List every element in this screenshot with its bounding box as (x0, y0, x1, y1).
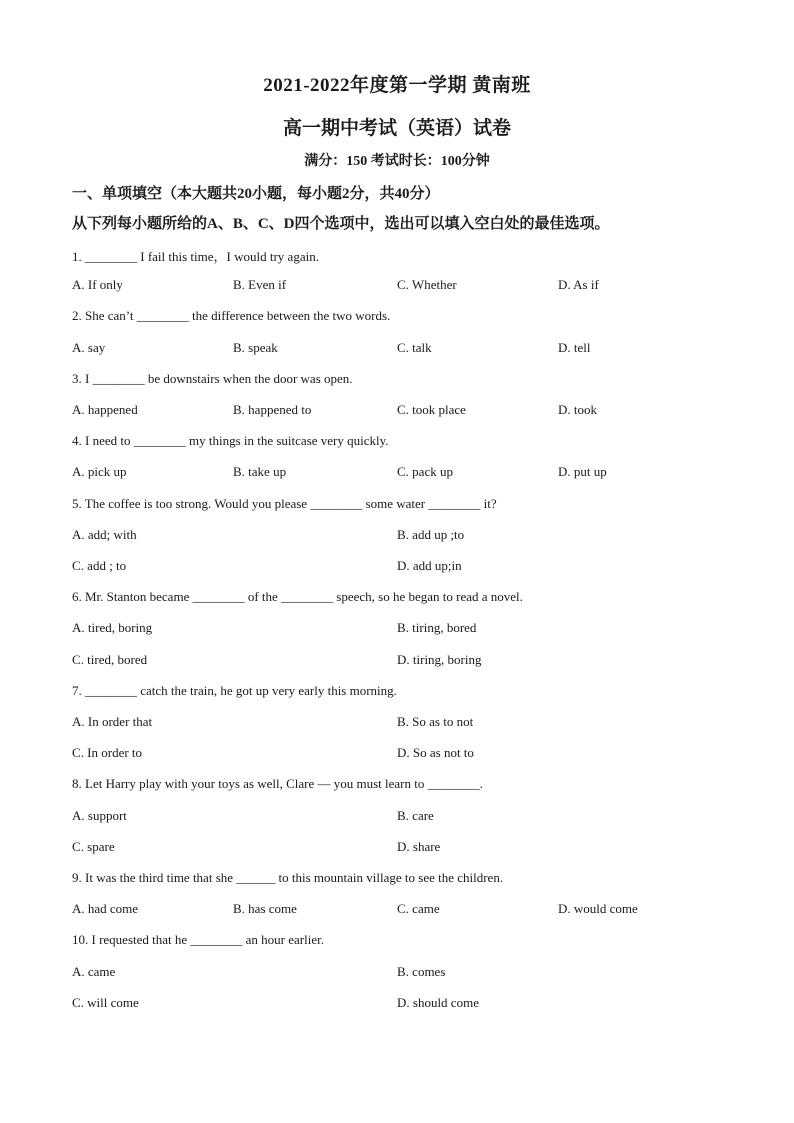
question-2-option-b[interactable]: B. speak (233, 340, 278, 355)
question-1: 1. ________ I fail this time，I would try again. (72, 249, 319, 264)
question-6-option-b[interactable]: B. tiring, bored (397, 620, 477, 635)
question-2: 2. She can’t ________ the difference between the two words. (72, 308, 391, 323)
question-3: 3. I ________ be downstairs when the door was open. (72, 371, 353, 386)
question-8-option-a[interactable]: A. support (72, 808, 127, 823)
exam-title-line1: 2021-2022年度第一学期 黄南班 (263, 75, 531, 96)
question-8: 8. Let Harry play with your toys as well, Clare — you must learn to ________. (72, 776, 483, 791)
question-9-option-b[interactable]: B. has come (233, 901, 297, 916)
section-instruction: 从下列每小题所给的A、B、C、D四个选项中，选出可以填入空白处的最佳选项。 (72, 216, 610, 232)
question-10: 10. I requested that he ________ an hour earlier. (72, 932, 324, 947)
question-7-option-d[interactable]: D. So as not to (397, 745, 474, 760)
question-3-option-a[interactable]: A. happened (72, 402, 138, 417)
question-8-option-d[interactable]: D. share (397, 839, 441, 854)
question-5-option-a[interactable]: A. add; with (72, 527, 137, 542)
section-heading: 一、单项填空（本大题共20小题，每小题2分，共40分） (72, 186, 440, 202)
question-9: 9. It was the third time that she ______ to this mountain village to see the children. (72, 870, 504, 885)
question-5-option-c[interactable]: C. add ; to (72, 558, 127, 573)
question-5-option-d[interactable]: D. add up;in (397, 558, 462, 573)
question-1-option-b[interactable]: B. Even if (233, 277, 287, 292)
question-10-option-d[interactable]: D. should come (397, 995, 479, 1010)
question-9-option-a[interactable]: A. had come (72, 901, 139, 916)
question-10-option-a[interactable]: A. came (72, 964, 116, 979)
question-6-option-c[interactable]: C. tired, bored (72, 652, 148, 667)
question-3-option-d[interactable]: D. took (558, 402, 597, 417)
question-4-option-b[interactable]: B. take up (233, 464, 287, 479)
question-3-option-b[interactable]: B. happened to (233, 402, 312, 417)
question-8-option-c[interactable]: C. spare (72, 839, 115, 854)
question-8-option-b[interactable]: B. care (397, 808, 434, 823)
question-1-option-d[interactable]: D. As if (558, 277, 599, 292)
question-6: 6. Mr. Stanton became ________ of the ________ speech, so he began to read a novel. (72, 589, 523, 604)
question-3-option-c[interactable]: C. took place (397, 402, 466, 417)
question-7-option-c[interactable]: C. In order to (72, 745, 143, 760)
question-4-option-c[interactable]: C. pack up (397, 464, 453, 479)
question-9-option-c[interactable]: C. came (397, 901, 440, 916)
question-10-option-b[interactable]: B. comes (397, 964, 446, 979)
question-2-option-c[interactable]: C. talk (397, 340, 432, 355)
question-7: 7. ________ catch the train, he got up very early this morning. (72, 683, 397, 698)
question-5-option-b[interactable]: B. add up ;to (397, 527, 465, 542)
question-4-option-a[interactable]: A. pick up (72, 464, 127, 479)
exam-title-line2: 高一期中考试（英语）试卷 (282, 118, 511, 139)
question-9-option-d[interactable]: D. would come (558, 901, 638, 916)
question-4: 4. I need to ________ my things in the suitcase very quickly. (72, 433, 389, 448)
question-5: 5. The coffee is too strong. Would you please ________ some water ________ it? (72, 496, 497, 511)
question-1-option-a[interactable]: A. If only (72, 277, 123, 292)
question-10-option-c[interactable]: C. will come (72, 995, 139, 1010)
question-2-option-a[interactable]: A. say (72, 340, 106, 355)
question-7-option-b[interactable]: B. So as to not (397, 714, 474, 729)
question-1-option-c[interactable]: C. Whether (397, 277, 457, 292)
question-7-option-a[interactable]: A. In order that (72, 714, 153, 729)
question-6-option-d[interactable]: D. tiring, boring (397, 652, 482, 667)
question-4-option-d[interactable]: D. put up (558, 464, 607, 479)
question-6-option-a[interactable]: A. tired, boring (72, 620, 153, 635)
question-2-option-d[interactable]: D. tell (558, 340, 591, 355)
exam-subtitle: 满分：150 考试时长：100分钟 (304, 154, 490, 169)
